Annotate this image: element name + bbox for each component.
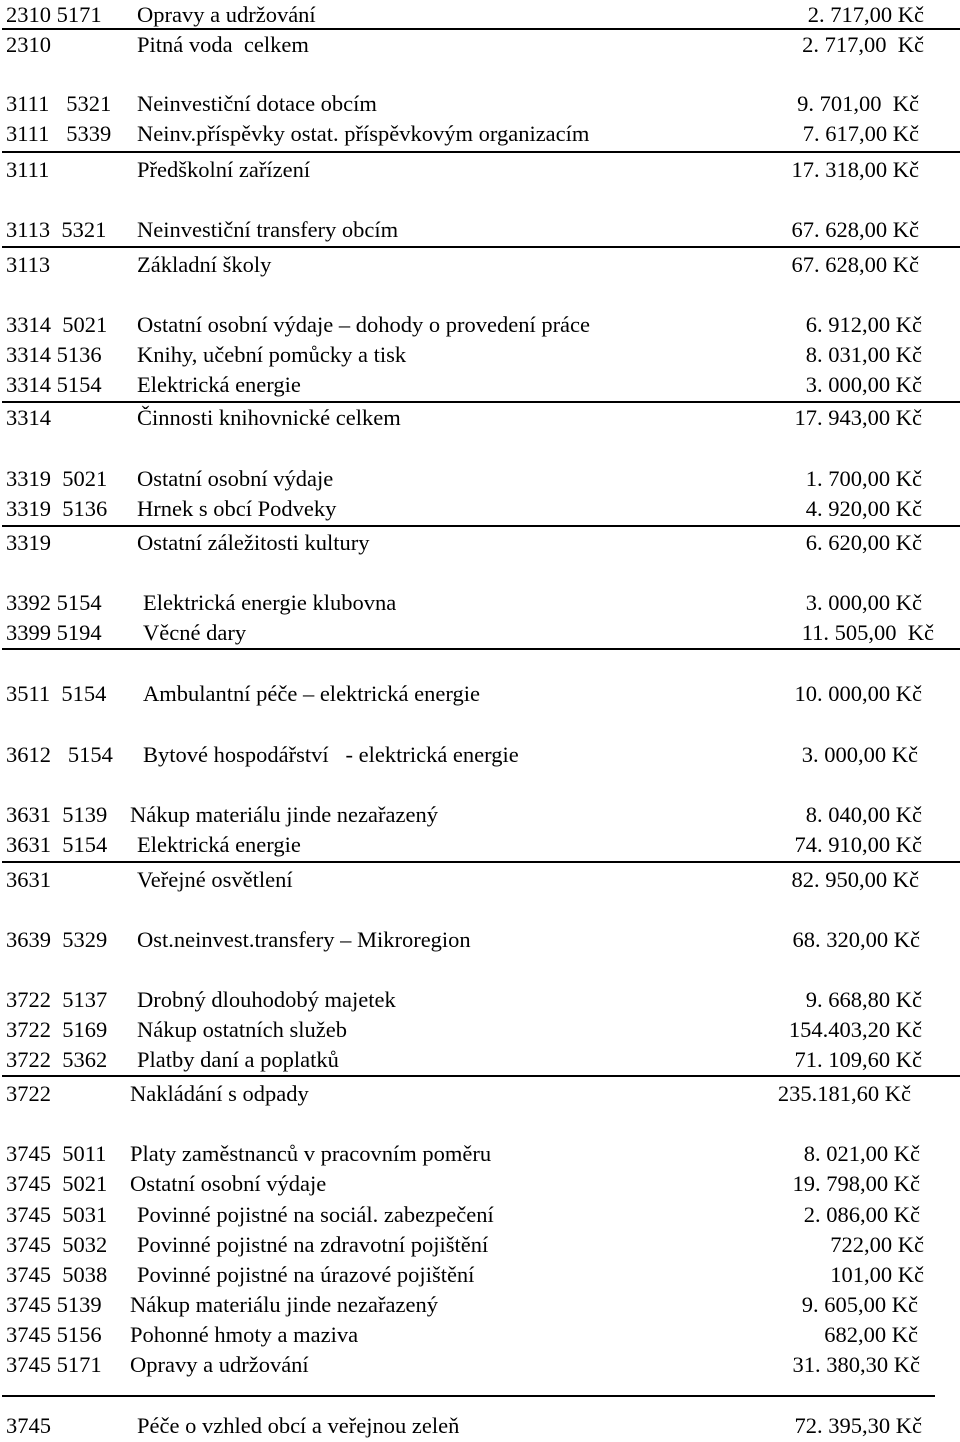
table-row xyxy=(0,494,960,524)
table-row xyxy=(0,1200,960,1230)
table-row xyxy=(0,1045,960,1075)
item-label: Nákup materiálu jinde nezařazený xyxy=(130,802,438,827)
item-amount: 2. 086,00 Kč xyxy=(803,1202,920,1227)
item-label: Ostatní osobní výdaje – dohody o provedení práce xyxy=(137,312,591,337)
section-rule xyxy=(2,28,960,30)
account-code: 3319 xyxy=(6,530,51,555)
account-code: 3314 5154 xyxy=(6,372,102,397)
table-row xyxy=(0,1411,960,1441)
account-code: 3319 5136 xyxy=(6,496,108,521)
item-amount: 235.181,60 Kč xyxy=(777,1081,911,1106)
item-amount: 17. 943,00 Kč xyxy=(794,405,922,430)
item-label: Věcné dary xyxy=(143,620,247,645)
item-amount: 154.403,20 Kč xyxy=(788,1017,922,1042)
account-code: 3631 xyxy=(6,867,51,892)
account-code: 3745 5139 xyxy=(6,1292,102,1317)
table-row xyxy=(0,1169,960,1199)
account-code: 3314 xyxy=(6,405,51,430)
account-code: 3111 5321 xyxy=(6,91,112,116)
item-label: Elektrická energie xyxy=(137,372,301,397)
item-amount: 10. 000,00 Kč xyxy=(794,681,922,706)
item-amount: 3. 000,00 Kč xyxy=(805,590,922,615)
account-code: 3314 5021 xyxy=(6,312,108,337)
table-row xyxy=(0,403,960,433)
section-rule xyxy=(2,525,960,527)
item-amount: 71. 109,60 Kč xyxy=(794,1047,922,1072)
item-amount: 3. 000,00 Kč xyxy=(801,742,918,767)
item-label: Ost.neinvest.transfery – Mikroregion xyxy=(137,927,471,952)
item-amount: 722,00 Kč xyxy=(830,1232,924,1257)
item-label: Ambulantní péče – elektrická energie xyxy=(143,681,480,706)
item-label: Povinné pojistné na zdravotní pojištění xyxy=(137,1232,489,1257)
account-code: 3745 xyxy=(6,1413,51,1438)
section-rule xyxy=(2,401,960,403)
section-rule xyxy=(2,1075,960,1077)
item-amount: 31. 380,30 Kč xyxy=(792,1352,920,1377)
item-label: Elektrická energie klubovna xyxy=(143,590,397,615)
account-code: 3745 5171 xyxy=(6,1352,102,1377)
account-code: 3745 5156 xyxy=(6,1322,102,1347)
item-label: Předškolní zařízení xyxy=(137,157,311,182)
account-code: 3639 5329 xyxy=(6,927,108,952)
table-row xyxy=(0,679,960,709)
account-code: 3745 5011 xyxy=(6,1141,107,1166)
item-label: Elektrická energie xyxy=(137,832,301,857)
item-amount: 9. 605,00 Kč xyxy=(801,1292,918,1317)
account-code: 2310 xyxy=(6,32,51,57)
account-code: 3745 5021 xyxy=(6,1171,108,1196)
item-label: Péče o vzhled obcí a veřejnou zeleň xyxy=(137,1413,460,1438)
item-amount: 8. 031,00 Kč xyxy=(805,342,922,367)
table-row xyxy=(0,1350,960,1380)
table-row xyxy=(0,618,960,648)
section-rule xyxy=(2,151,960,153)
account-code: 3745 5038 xyxy=(6,1262,108,1287)
table-row xyxy=(0,925,960,955)
item-amount: 4. 920,00 Kč xyxy=(805,496,922,521)
item-label: Hrnek s obcí Podveky xyxy=(137,496,337,521)
item-label: Bytové hospodářství - elektrická energie xyxy=(143,742,519,767)
account-code: 3745 5032 xyxy=(6,1232,108,1257)
item-amount: 9. 701,00 Kč xyxy=(797,91,919,116)
account-code: 3113 xyxy=(6,252,51,277)
item-label: Drobný dlouhodobý majetek xyxy=(137,987,396,1012)
table-row xyxy=(0,215,960,245)
section-rule xyxy=(2,648,960,650)
item-amount: 19. 798,00 Kč xyxy=(792,1171,920,1196)
item-label: Knihy, učební pomůcky a tisk xyxy=(137,342,407,367)
item-amount: 17. 318,00 Kč xyxy=(791,157,919,182)
item-label: Ostatní osobní výdaje xyxy=(137,466,334,491)
table-row xyxy=(0,310,960,340)
table-row xyxy=(0,1320,960,1350)
item-amount: 101,00 Kč xyxy=(830,1262,924,1287)
table-row xyxy=(0,1290,960,1320)
item-amount: 67. 628,00 Kč xyxy=(791,217,919,242)
item-label: Ostatní záležitosti kultury xyxy=(137,530,370,555)
table-row xyxy=(0,865,960,895)
account-code: 3392 5154 xyxy=(6,590,102,615)
table-row xyxy=(0,370,960,400)
item-label: Veřejné osvětlení xyxy=(137,867,293,892)
account-code: 3314 5136 xyxy=(6,342,102,367)
table-row xyxy=(0,1079,960,1109)
item-label: Pohonné hmoty a maziva xyxy=(130,1322,359,1347)
item-label: Nakládání s odpady xyxy=(130,1081,309,1106)
item-amount: 68. 320,00 Kč xyxy=(792,927,920,952)
table-row xyxy=(0,1139,960,1169)
item-label: Činnosti knihovnické celkem xyxy=(137,405,401,430)
item-amount: 7. 617,00 Kč xyxy=(802,121,919,146)
item-amount: 2. 717,00 Kč xyxy=(802,32,924,57)
table-row xyxy=(0,119,960,149)
item-label: Nákup materiálu jinde nezařazený xyxy=(130,1292,438,1317)
table-row xyxy=(0,1260,960,1290)
table-row xyxy=(0,740,960,770)
table-row xyxy=(0,1230,960,1260)
item-label: Neinvestiční transfery obcím xyxy=(137,217,399,242)
item-label: Opravy a udržování xyxy=(130,1352,309,1377)
section-rule xyxy=(2,1395,935,1397)
account-code: 3722 5169 xyxy=(6,1017,108,1042)
account-code: 3111 5339 xyxy=(6,121,112,146)
table-row xyxy=(0,800,960,830)
account-code: 3113 5321 xyxy=(6,217,107,242)
account-code: 3631 5154 xyxy=(6,832,108,857)
table-row xyxy=(0,0,960,30)
item-label: Neinvestiční dotace obcím xyxy=(137,91,377,116)
item-label: Pitná voda celkem xyxy=(137,32,309,57)
item-amount: 9. 668,80 Kč xyxy=(805,987,922,1012)
section-rule xyxy=(2,861,960,863)
account-code: 3722 5362 xyxy=(6,1047,108,1072)
item-amount: 6. 912,00 Kč xyxy=(805,312,922,337)
account-code: 3319 5021 xyxy=(6,466,108,491)
item-amount: 682,00 Kč xyxy=(824,1322,918,1347)
table-row xyxy=(0,464,960,494)
item-label: Základní školy xyxy=(137,252,272,277)
item-label: Povinné pojistné na úrazové pojištění xyxy=(137,1262,475,1287)
account-code: 2310 5171 xyxy=(6,2,102,27)
item-amount: 72. 395,30 Kč xyxy=(794,1413,922,1438)
table-row xyxy=(0,588,960,618)
item-amount: 8. 021,00 Kč xyxy=(803,1141,920,1166)
account-code: 3745 5031 xyxy=(6,1202,108,1227)
item-amount: 74. 910,00 Kč xyxy=(794,832,922,857)
item-amount: 2. 717,00 Kč xyxy=(807,2,924,27)
item-amount: 67. 628,00 Kč xyxy=(791,252,919,277)
item-amount: 82. 950,00 Kč xyxy=(791,867,919,892)
account-code: 3111 xyxy=(6,157,50,182)
table-row xyxy=(0,89,960,119)
table-row xyxy=(0,985,960,1015)
item-label: Ostatní osobní výdaje xyxy=(130,1171,327,1196)
item-label: Nákup ostatních služeb xyxy=(137,1017,347,1042)
account-code: 3722 5137 xyxy=(6,987,108,1012)
account-code: 3511 5154 xyxy=(6,681,107,706)
item-label: Platy zaměstnanců v pracovním poměru xyxy=(130,1141,492,1166)
item-label: Platby daní a poplatků xyxy=(137,1047,339,1072)
account-code: 3612 5154 xyxy=(6,742,113,767)
table-row xyxy=(0,1015,960,1045)
item-amount: 3. 000,00 Kč xyxy=(805,372,922,397)
item-amount: 1. 700,00 Kč xyxy=(805,466,922,491)
item-label: Opravy a udržování xyxy=(137,2,316,27)
table-row xyxy=(0,340,960,370)
table-row xyxy=(0,830,960,860)
table-row xyxy=(0,155,960,185)
item-label: Neinv.příspěvky ostat. příspěvkovým organizacím xyxy=(137,121,590,146)
item-amount: 6. 620,00 Kč xyxy=(805,530,922,555)
table-row xyxy=(0,528,960,558)
account-code: 3399 5194 xyxy=(6,620,102,645)
item-label: Povinné pojistné na sociál. zabezpečení xyxy=(137,1202,494,1227)
item-amount: 11. 505,00 Kč xyxy=(801,620,934,645)
item-amount: 8. 040,00 Kč xyxy=(805,802,922,827)
table-row xyxy=(0,250,960,280)
table-row xyxy=(0,30,960,60)
account-code: 3631 5139 xyxy=(6,802,108,827)
account-code: 3722 xyxy=(6,1081,51,1106)
section-rule xyxy=(2,246,960,248)
